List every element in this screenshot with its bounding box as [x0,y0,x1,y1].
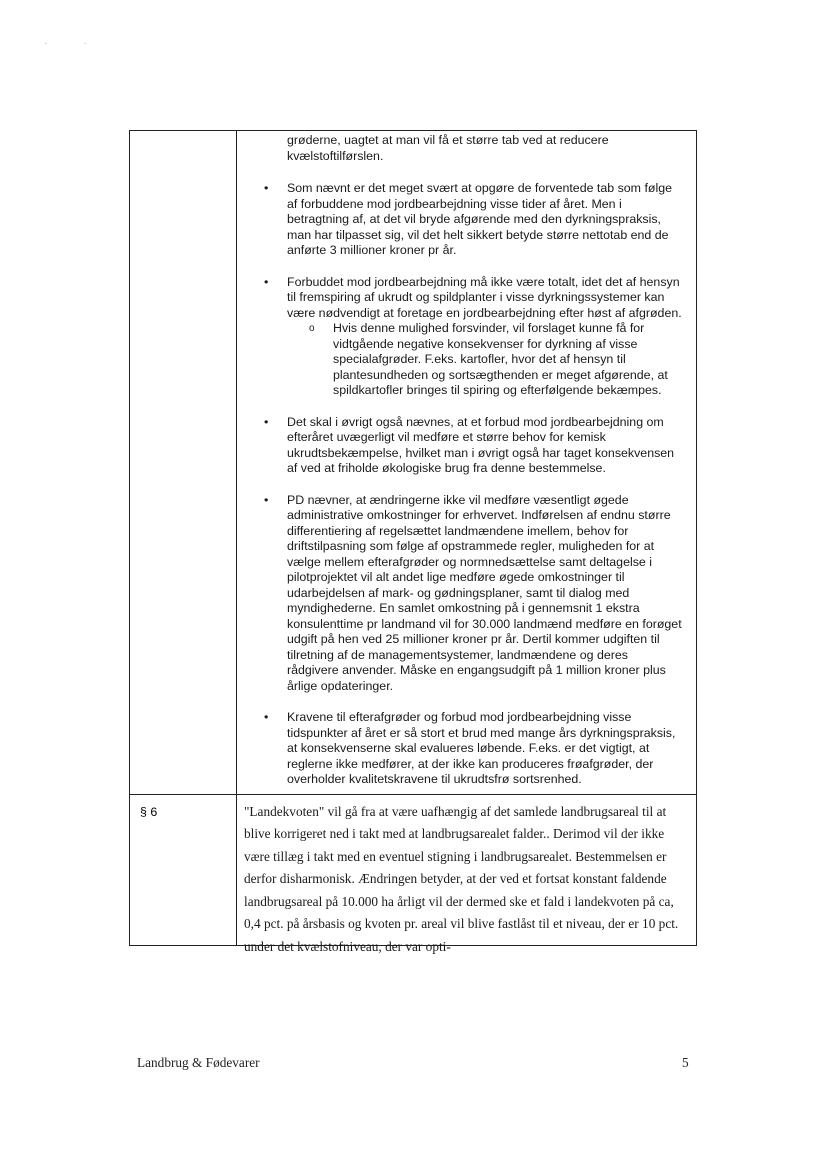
comment-cell [237,131,697,795]
bullet-text: Forbuddet mod jordbearbejdning må ikke være totalt, idet det af hensyn til fremspiring af ukrudt og spildplanter i visse dyrkningssystemer kan være nødvendigt at foretage en jordbearbejdning efter høst af afgrøden. [287,274,682,320]
sub-list-item: o Hvis denne mulighed forsvinder, vil forslaget kunne få for vidtgående negative konsekvenser for dyrkning af visse specialafgrøder. F.eks. kartofler, hvor det af hensyn til plantesundheden og sortsægthenden er meget afgørende, at spildkartofler bringes til spiring og efterfølgende bekæmpes. [309,321,668,397]
sub-bullet-text: Hvis denne mulighed forsvinder, vil forslaget kunne få for vidtgående negative konsekvenser for dyrkning af visse specialafgrøder. F.eks. kartofler, hvor det af hensyn til plantesundheden og sortsægthenden er meget afgørende, at spildkartofler bringes til spiring og efterfølgende bekæmpes. [333,321,668,397]
bullet-text: Som nævnt er det meget svært at opgøre de forventede tab som følge af forbuddene mod jordbearbejdning visse tider af året. Men i betragtning af, at det vil bryde afgørende med den dyrkningspraksis, man har tilpasset sig, vil det helt sikkert betyde større nettotab end de anførte 3 millioner kroner pr år. [287,181,672,257]
section-text: "Landekvoten" vil gå fra at være uafhængig af det samlede landbrugsareal til at blive korrigeret ned i takt med at landbrugsarealet falder.. Derimod vil der ikke være tillæg i takt med en eventuel stigning i landbrugsarealet. Bestemmelsen er derfor disharmonisk. Ændringen betyder, at der ved et fortsat konstant faldende landbrugsareal på 10.000 ha årligt vil der dermed ske et fald i landekvoten på ca, 0,4 pct. på årsbasis og kvoten pr. areal vil blive fastlåst til et niveau, der er 10 pct. under det kvælstofniveau, der var opti- [244,803,679,954]
page-number: 5 [682,1055,689,1070]
list-item: • PD nævner, at ændringerne ikke vil medføre væsentligt øgede administrative omkostninger for erhvervet. Indførelsen af endnu større differentiering af regelsættet landmændene imellem, behov for driftstilpasning som følge af opstrammede regler, muligheden for at vælge mellem efterafgrøder og normnedsættelse samt deltagelse i pilotprojektet vil alt andet lige medføre øgede omkostninger til udarbejdelsen af mark- og gødningsplaner, samt til dialog med myndighederne. En samlet omkostning på i gennemsnit 1 ekstra konsulenttime pr landmand vil for 30.000 landmænd medføre en forøget udgift på hen ved 25 millioner kroner pr år. Dertil kommer udgiften til tilretning af de managementsystemer, landmændene og deres rådgivere anvender. Måske en engangsudgift på 1 million kroner plus årlige opdateringer. [264,492,682,693]
sub-bullet-list [287,321,682,399]
list-item: • Kravene til efterafgrøder og forbud mod jordbearbejdning visse tidspunkter af året er så stort et brud med mange års dyrkningspraksis, at konsekvenserne skal evalueres løbende. F.eks. er det vigtigt, at reglerne ikke medfører, at der ikke kan produceres frøafgrøder, der overholder kvalitetskravene til ukrudtsfrø sortsrenhed. [264,710,676,786]
comment-table [129,130,697,954]
lead-paragraph: grøderne, uagtet at man vil få et større tab ved at reducere kvælstoftilførslen. [287,133,609,163]
section-cell [130,794,237,945]
list-item: • Forbuddet mod jordbearbejdning må ikke være totalt, idet det af hensyn til fremspiring af ukrudt og spildplanter i visse dyrkningssystemer kan være nødvendigt at foretage en jordbearbejdning efter høst af afgrøden. o Hvis denne mulighed forsvinder, vil forslaget kunne få for vidtgående negative konsekvenser for dyrkning af visse specialafgrøder. F.eks. kartofler, hvor det af hensyn til plantesundheden og sortsægthenden er meget afgørende, at spildkartofler bringes til spiring og efterfølgende bekæmpes. [264,274,682,397]
list-item: • Det skal i øvrigt også nævnes, at et forbud mod jordbearbejdning om efteråret uvægerligt vil medføre et større behov for kemisk ukrudtsbekæmpelse, hvilket man i øvrigt også har taget konsekvensen af ved at friholde økologiske brug fra denne bestemmelse. [264,414,675,475]
scan-specks: · · [44,38,87,49]
table-row [130,794,697,945]
section-number: § 6 [140,804,158,819]
list-item: • Som nævnt er det meget svært at opgøre de forventede tab som følge af forbuddene mod jordbearbejdning visse tider af året. Men i betragtning af, at det vil bryde afgørende med den dyrkningspraksis, man har tilpasset sig, vil det helt sikkert betyde større nettotab end de anførte 3 millioner kroner pr år. [264,181,672,257]
table-row [130,131,697,795]
section-cell-empty [130,131,237,795]
bullet-text: Det skal i øvrigt også nævnes, at et forbud mod jordbearbejdning om efteråret uvægerligt vil medføre et større behov for kemisk ukrudtsbekæmpelse, hvilket man i øvrigt også har taget konsekvensen af ved at friholde økologiske brug fra denne bestemmelse. [287,414,675,475]
bullet-list [237,181,696,788]
bullet-text: Kravene til efterafgrøder og forbud mod jordbearbejdning visse tidspunkter af året er så stort et brud med mange års dyrkningspraksis, at konsekvenserne skal evalueres løbende. F.eks. er det vigtigt, at reglerne ikke medfører, at der ikke kan produceres frøafgrøder, der overholder kvalitetskravene til ukrudtsfrø sortsrenhed. [287,710,676,786]
footer-organization: Landbrug & Fødevarer [137,1055,260,1070]
bullet-text: PD nævner, at ændringerne ikke vil medføre væsentligt øgede administrative omkostninger for erhvervet. Indførelsen af endnu større differentiering af regelsættet landmændene imellem, behov for driftstilpasning som følge af opstrammede regler, muligheden for at vælge mellem efterafgrøder og normnedsættelse samt deltagelse i pilotprojektet vil alt andet lige medføre øgede omkostninger til udarbejdelsen af mark- og gødningsplaner, samt til dialog med myndighederne. En samlet omkostning på i gennemsnit 1 ekstra konsulenttime pr landmand vil for 30.000 landmænd medføre en forøget udgift på hen ved 25 millioner kroner pr år. Dertil kommer udgiften til tilretning af de managementsystemer, landmændene og deres rådgivere anvender. Måske en engangsudgift på 1 million kroner plus årlige opdateringer. [287,492,682,693]
comment-cell [237,794,697,954]
